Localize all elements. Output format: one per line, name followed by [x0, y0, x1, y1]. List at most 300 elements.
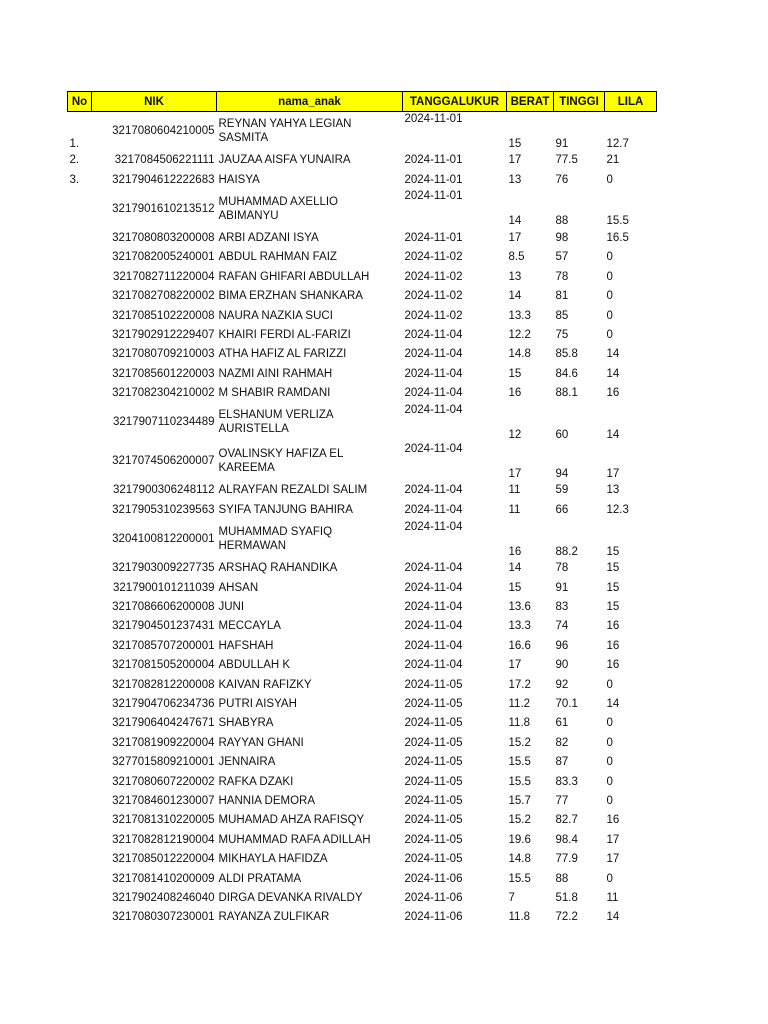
- row-tanggalukur[interactable]: 2024-11-05: [404, 853, 463, 866]
- row-number[interactable]: [68, 869, 92, 888]
- row-tanggalukur[interactable]: 2024-11-05: [404, 756, 463, 769]
- row-tinggi[interactable]: 88: [555, 872, 569, 885]
- row-tinggi[interactable]: 77.5: [555, 154, 578, 167]
- row-tinggi[interactable]: 72.2: [555, 911, 578, 924]
- table-row: [68, 520, 657, 559]
- row-tinggi[interactable]: 91: [555, 581, 569, 594]
- row-tanggalukur[interactable]: 2024-11-01: [404, 173, 463, 186]
- row-lila[interactable]: 0: [606, 794, 613, 807]
- table-row: [68, 908, 657, 927]
- row-berat[interactable]: 11.2: [508, 698, 531, 710]
- row-nik[interactable]: 3217080803200008: [112, 231, 215, 244]
- row-lila[interactable]: 16: [606, 639, 620, 652]
- row-number[interactable]: [68, 811, 92, 830]
- row-tanggalukur[interactable]: 2024-11-06: [404, 911, 463, 924]
- row-tanggalukur[interactable]: 2024-11-04: [404, 387, 463, 400]
- row-tanggalukur[interactable]: 2024-11-04: [404, 639, 463, 652]
- row-tinggi[interactable]: 81: [555, 290, 569, 303]
- header-tanggalukur[interactable]: TANGGALUKUR: [403, 92, 507, 112]
- row-nama-anak[interactable]: OVALINSKY HAFIZA EL KAREEMA: [218, 448, 343, 475]
- row-lila[interactable]: 14: [606, 367, 620, 380]
- row-lila[interactable]: 0: [606, 717, 613, 730]
- row-lila[interactable]: 0: [606, 775, 613, 788]
- row-lila[interactable]: 12.3: [606, 503, 629, 516]
- row-number[interactable]: [68, 286, 92, 305]
- row-nik[interactable]: 3217900306248112: [113, 484, 215, 497]
- row-tanggalukur[interactable]: 2024-11-04: [404, 520, 463, 533]
- row-tanggalukur[interactable]: 2024-11-04: [404, 503, 463, 516]
- row-nik[interactable]: 3277015809210001: [112, 756, 215, 769]
- row-nik[interactable]: 3217074506200007: [112, 455, 215, 468]
- table-row: [68, 830, 657, 849]
- row-tinggi[interactable]: 60: [555, 428, 569, 441]
- row-nik[interactable]: 3217903009227735: [112, 562, 215, 575]
- data-table: [67, 91, 657, 927]
- row-nama-anak[interactable]: MUHAMMAD RAFA ADILLAH: [218, 833, 371, 846]
- row-nama-anak[interactable]: SYIFA TANJUNG BAHIRA: [218, 503, 353, 516]
- row-nama-anak[interactable]: RAYYAN GHANI: [218, 736, 304, 749]
- row-tinggi[interactable]: 61: [555, 717, 569, 730]
- row-lila[interactable]: 16: [606, 620, 620, 633]
- row-lila[interactable]: 16: [606, 387, 620, 400]
- table-row: [68, 442, 657, 481]
- table-row: [68, 228, 657, 247]
- table-row: [68, 791, 657, 810]
- row-tanggalukur[interactable]: 2024-11-01: [404, 113, 463, 125]
- row-tanggalukur[interactable]: 2024-11-05: [404, 794, 463, 807]
- row-tanggalukur[interactable]: 2024-11-04: [404, 348, 463, 361]
- row-number[interactable]: [68, 345, 92, 364]
- row-number[interactable]: [68, 306, 92, 325]
- row-number[interactable]: 2.: [69, 154, 80, 167]
- row-nik[interactable]: 3217081410200009: [112, 872, 215, 885]
- row-nik[interactable]: 3217905310239563: [112, 503, 215, 516]
- row-nama-anak[interactable]: MUHAMMAD SYAFIQ HERMAWAN: [218, 526, 333, 553]
- row-berat[interactable]: 13.3: [508, 309, 531, 322]
- row-number[interactable]: 3.: [69, 173, 80, 186]
- row-tinggi[interactable]: 51.8: [555, 891, 578, 904]
- row-tanggalukur[interactable]: 2024-11-05: [404, 736, 463, 749]
- row-nama-anak[interactable]: ALDI PRATAMA: [218, 872, 302, 885]
- row-berat[interactable]: 12: [508, 428, 522, 441]
- row-lila[interactable]: 0: [606, 328, 613, 341]
- row-tanggalukur[interactable]: 2024-11-04: [404, 601, 463, 614]
- row-nama-anak[interactable]: DIRGA DEVANKA RIVALDY: [218, 891, 363, 904]
- row-number[interactable]: [68, 383, 92, 402]
- row-nama-anak[interactable]: MECCAYLA: [218, 620, 281, 633]
- row-tinggi[interactable]: 75: [555, 328, 569, 341]
- row-nama-anak[interactable]: BIMA ERZHAN SHANKARA: [218, 290, 363, 303]
- row-tinggi[interactable]: 87: [555, 756, 569, 769]
- row-number[interactable]: [68, 714, 92, 733]
- row-lila[interactable]: 14: [606, 428, 620, 441]
- row-tinggi[interactable]: 76: [555, 173, 569, 186]
- row-number[interactable]: [68, 364, 92, 383]
- row-number[interactable]: [68, 442, 92, 481]
- row-nik[interactable]: 3217085102220008: [112, 309, 215, 322]
- table-row: [68, 306, 657, 325]
- row-tanggalukur[interactable]: 2024-11-04: [404, 367, 463, 380]
- row-nama-anak[interactable]: RAFKA DZAKI: [218, 775, 294, 788]
- row-number[interactable]: [68, 228, 92, 247]
- table-row: [68, 694, 657, 713]
- row-berat[interactable]: 17.2: [508, 678, 531, 691]
- header-nik[interactable]: NIK: [92, 92, 217, 112]
- row-number[interactable]: [68, 481, 92, 500]
- row-tanggalukur[interactable]: 2024-11-05: [404, 775, 463, 788]
- row-nama-anak[interactable]: MIKHAYLA HAFIDZA: [218, 853, 328, 866]
- row-number[interactable]: [68, 656, 92, 675]
- row-tinggi[interactable]: 66: [555, 503, 569, 516]
- row-nik[interactable]: 3204100812200001: [112, 533, 215, 546]
- row-nama-anak[interactable]: REYNAN YAHYA LEGIAN SASMITA: [218, 118, 352, 145]
- row-nik[interactable]: 3217904706234736: [112, 698, 215, 710]
- row-tanggalukur[interactable]: 2024-11-04: [404, 442, 463, 455]
- row-tinggi[interactable]: 98: [555, 231, 569, 244]
- row-nik[interactable]: 3217081909220004: [112, 736, 215, 749]
- row-tinggi[interactable]: 90: [555, 659, 569, 672]
- row-tinggi[interactable]: 83.3: [555, 775, 578, 788]
- row-lila[interactable]: 0: [606, 290, 613, 303]
- row-tanggalukur[interactable]: 2024-11-02: [404, 251, 463, 264]
- row-tinggi[interactable]: 77.9: [555, 853, 578, 866]
- row-berat[interactable]: 16: [508, 387, 522, 400]
- row-number[interactable]: [68, 248, 92, 267]
- row-lila[interactable]: 11: [606, 891, 619, 904]
- row-nama-anak[interactable]: KHAIRI FERDI AL-FARIZI: [218, 328, 351, 341]
- row-nama-anak[interactable]: AHSAN: [218, 581, 259, 594]
- row-number[interactable]: [68, 830, 92, 849]
- row-berat[interactable]: 14: [508, 562, 522, 575]
- row-nik[interactable]: 3217084601230007: [112, 794, 215, 807]
- row-lila[interactable]: 0: [606, 756, 613, 769]
- row-tinggi[interactable]: 84.6: [555, 367, 578, 380]
- table-row: [68, 481, 657, 500]
- row-tinggi[interactable]: 59: [555, 484, 569, 497]
- row-nik[interactable]: 3217080709210003: [112, 348, 215, 361]
- row-nama-anak[interactable]: M SHABIR RAMDANI: [218, 387, 331, 400]
- row-nik[interactable]: 3217082708220002: [112, 290, 215, 303]
- row-tinggi[interactable]: 82.7: [555, 814, 578, 827]
- row-nik[interactable]: 3217084506221111: [114, 154, 215, 167]
- row-lila[interactable]: 0: [606, 678, 613, 691]
- row-number[interactable]: [68, 520, 92, 559]
- row-berat[interactable]: 15.5: [508, 872, 531, 885]
- row-number[interactable]: [68, 325, 92, 344]
- header-nama-anak[interactable]: nama_anak: [217, 92, 403, 112]
- row-nik[interactable]: 3217081310220005: [112, 814, 215, 827]
- header-row: [68, 92, 657, 112]
- row-nama-anak[interactable]: JENNAIRA: [218, 756, 276, 769]
- row-number[interactable]: [68, 597, 92, 616]
- row-berat[interactable]: 14: [508, 215, 522, 228]
- row-nama-anak[interactable]: MUHAMAD AHZA RAFISQY: [218, 814, 365, 827]
- row-lila[interactable]: 15: [606, 581, 620, 594]
- row-nik[interactable]: 3217080307230001: [112, 911, 215, 924]
- row-number[interactable]: [68, 636, 92, 655]
- row-tinggi[interactable]: 85.8: [555, 348, 578, 361]
- header-no[interactable]: No: [68, 92, 92, 112]
- row-tinggi[interactable]: 98.4: [555, 833, 578, 846]
- row-nama-anak[interactable]: SHABYRA: [218, 717, 274, 730]
- row-berat[interactable]: 14.8: [508, 853, 531, 866]
- table-row: [68, 286, 657, 305]
- row-lila[interactable]: 0: [606, 251, 613, 264]
- row-nama-anak[interactable]: HANNIA DEMORA: [218, 794, 315, 807]
- row-number[interactable]: [68, 849, 92, 868]
- row-berat[interactable]: 7: [508, 891, 515, 904]
- row-lila[interactable]: 15: [606, 545, 620, 558]
- table-row: [68, 112, 657, 151]
- row-lila[interactable]: 12.7: [606, 137, 629, 150]
- row-number[interactable]: [68, 500, 92, 519]
- row-nik[interactable]: 3217904612222683: [112, 173, 215, 186]
- row-tanggalukur[interactable]: 2024-11-02: [404, 309, 463, 322]
- row-berat[interactable]: 17: [508, 231, 522, 244]
- row-tanggalukur[interactable]: 2024-11-05: [404, 814, 463, 827]
- row-berat[interactable]: 16: [508, 545, 522, 558]
- row-lila[interactable]: 16: [606, 659, 620, 672]
- row-tanggalukur[interactable]: 2024-11-05: [404, 698, 463, 710]
- row-number[interactable]: [68, 908, 92, 927]
- row-tanggalukur[interactable]: 2024-11-05: [404, 678, 463, 691]
- row-tanggalukur[interactable]: 2024-11-04: [404, 403, 463, 416]
- row-berat[interactable]: 15.5: [508, 756, 531, 769]
- row-nik[interactable]: 3217085707200001: [112, 639, 215, 652]
- row-nik[interactable]: 3217900101211039: [113, 581, 215, 594]
- row-number[interactable]: [68, 403, 92, 442]
- row-tanggalukur[interactable]: 2024-11-04: [404, 484, 463, 497]
- row-nama-anak[interactable]: ALRAYFAN REZALDI SALIM: [218, 484, 368, 497]
- row-nama-anak[interactable]: RAFAN GHIFARI ABDULLAH: [218, 270, 370, 283]
- row-berat[interactable]: 17: [508, 154, 522, 167]
- table-row: [68, 733, 657, 752]
- row-tinggi[interactable]: 94: [555, 467, 569, 480]
- row-tanggalukur[interactable]: 2024-11-06: [404, 891, 463, 904]
- row-berat[interactable]: 17: [508, 467, 522, 480]
- table-row: [68, 849, 657, 868]
- row-nik[interactable]: 3217085601220003: [112, 367, 215, 380]
- table-row: [68, 559, 657, 578]
- row-tinggi[interactable]: 88: [555, 215, 569, 228]
- row-nik[interactable]: 3217082005240001: [112, 251, 215, 264]
- row-tinggi[interactable]: 78: [555, 270, 569, 283]
- row-tinggi[interactable]: 57: [555, 251, 569, 264]
- table-row: [68, 675, 657, 694]
- row-nik[interactable]: 3217906404247671: [112, 717, 215, 730]
- row-nik[interactable]: 3217080607220002: [112, 775, 215, 788]
- row-nama-anak[interactable]: ELSHANUM VERLIZA AURISTELLA: [218, 409, 333, 436]
- row-lila[interactable]: 0: [606, 270, 613, 283]
- table-row: [68, 597, 657, 616]
- row-tinggi[interactable]: 82: [555, 736, 569, 749]
- row-lila[interactable]: 15: [606, 562, 620, 575]
- row-number[interactable]: [68, 733, 92, 752]
- row-nik[interactable]: 3217085012220004: [112, 853, 215, 866]
- row-berat[interactable]: 13.3: [508, 620, 531, 633]
- row-nik[interactable]: 3217081505200004: [112, 659, 215, 672]
- row-number[interactable]: [68, 559, 92, 578]
- header-lila[interactable]: LILA: [605, 92, 657, 112]
- row-number[interactable]: 1.: [69, 137, 80, 150]
- table-row: [68, 656, 657, 675]
- row-nik[interactable]: 3217082711220004: [113, 270, 215, 283]
- table-row: [68, 151, 657, 170]
- row-lila[interactable]: 16.5: [606, 231, 629, 244]
- row-tinggi[interactable]: 70.1: [555, 698, 578, 710]
- row-tanggalukur[interactable]: 2024-11-05: [404, 717, 463, 730]
- row-lila[interactable]: 16: [606, 814, 620, 827]
- row-berat[interactable]: 11.8: [508, 717, 531, 730]
- row-tinggi[interactable]: 96: [555, 639, 569, 652]
- row-number[interactable]: [68, 675, 92, 694]
- row-berat[interactable]: 15: [508, 367, 522, 380]
- row-tinggi[interactable]: 88.2: [555, 545, 578, 558]
- row-lila[interactable]: 14: [606, 911, 620, 924]
- row-lila[interactable]: 14: [606, 348, 620, 361]
- row-nama-anak[interactable]: NAURA NAZKIA SUCI: [218, 309, 333, 322]
- row-berat[interactable]: 13: [508, 173, 522, 186]
- table-row: [68, 869, 657, 888]
- row-nik[interactable]: 3217901610213512: [112, 202, 215, 215]
- row-lila[interactable]: 0: [606, 872, 613, 885]
- row-lila[interactable]: 15: [606, 601, 620, 614]
- row-berat[interactable]: 15: [508, 137, 522, 150]
- row-tanggalukur[interactable]: 2024-11-04: [404, 581, 463, 594]
- row-number[interactable]: [68, 694, 92, 713]
- table-row: [68, 325, 657, 344]
- row-tanggalukur[interactable]: 2024-11-01: [404, 190, 463, 203]
- row-tanggalukur[interactable]: 2024-11-02: [404, 290, 463, 303]
- row-berat[interactable]: 13: [508, 270, 522, 283]
- row-nik[interactable]: 3217080604210005: [112, 125, 215, 138]
- row-number[interactable]: [68, 888, 92, 907]
- row-berat[interactable]: 11: [508, 503, 521, 516]
- row-lila[interactable]: 0: [606, 736, 613, 749]
- table-row: [68, 772, 657, 791]
- row-lila[interactable]: 17: [606, 467, 620, 480]
- row-berat[interactable]: 14.8: [508, 348, 531, 361]
- row-lila[interactable]: 15.5: [606, 215, 629, 228]
- row-nama-anak[interactable]: ABDULLAH K: [218, 659, 291, 672]
- row-berat[interactable]: 17: [508, 659, 522, 672]
- row-tinggi[interactable]: 88.1: [555, 387, 578, 400]
- row-nik[interactable]: 3217082812190004: [112, 833, 215, 846]
- row-number[interactable]: [68, 578, 92, 597]
- row-tinggi[interactable]: 78: [555, 562, 569, 575]
- row-berat[interactable]: 15.2: [508, 736, 531, 749]
- table-row: [68, 403, 657, 442]
- row-nama-anak[interactable]: PUTRI AISYAH: [218, 698, 297, 710]
- row-berat[interactable]: 15: [508, 581, 522, 594]
- row-tanggalukur[interactable]: 2024-11-01: [404, 231, 463, 244]
- row-nik[interactable]: 3217902912229407: [112, 328, 215, 341]
- row-number[interactable]: [68, 189, 92, 228]
- row-nama-anak[interactable]: MUHAMMAD AXELLIO ABIMANYU: [218, 195, 338, 222]
- row-nama-anak[interactable]: ABDUL RAHMAN FAIZ: [218, 251, 337, 264]
- row-nik[interactable]: 3217086606200008: [112, 601, 215, 614]
- table-row: [68, 578, 657, 597]
- row-lila[interactable]: 17: [606, 853, 620, 866]
- row-berat[interactable]: 12.2: [508, 328, 531, 341]
- table-row: [68, 170, 657, 189]
- table-row: [68, 888, 657, 907]
- row-tinggi[interactable]: 83: [555, 601, 569, 614]
- table-row: [68, 636, 657, 655]
- row-berat[interactable]: 14: [508, 290, 522, 303]
- row-tinggi[interactable]: 74: [555, 620, 569, 633]
- header-berat[interactable]: BERAT: [507, 92, 554, 112]
- row-nik[interactable]: 3217082304210002: [112, 387, 215, 400]
- row-berat[interactable]: 11.8: [508, 911, 531, 924]
- row-number[interactable]: [68, 267, 92, 286]
- row-tinggi[interactable]: 91: [555, 137, 569, 150]
- row-berat[interactable]: 15.2: [508, 814, 531, 827]
- table-row: [68, 345, 657, 364]
- row-tanggalukur[interactable]: 2024-11-01: [404, 154, 463, 167]
- row-lila[interactable]: 17: [606, 833, 620, 846]
- row-nama-anak[interactable]: KAIVAN RAFIZKY: [218, 678, 312, 691]
- row-nama-anak[interactable]: NAZMI AINI RAHMAH: [218, 367, 333, 380]
- row-tanggalukur[interactable]: 2024-11-05: [404, 833, 463, 846]
- row-number[interactable]: [68, 791, 92, 810]
- row-nama-anak[interactable]: RAYANZA ZULFIKAR: [218, 911, 330, 924]
- table-row: [68, 811, 657, 830]
- row-lila[interactable]: 0: [606, 309, 613, 322]
- row-nama-anak[interactable]: JUNI: [218, 601, 245, 614]
- table-body: [68, 112, 657, 928]
- row-tanggalukur[interactable]: 2024-11-02: [404, 270, 463, 283]
- row-nama-anak[interactable]: ARSHAQ RAHANDIKA: [218, 562, 338, 575]
- row-number[interactable]: [68, 772, 92, 791]
- table-row: [68, 248, 657, 267]
- row-berat[interactable]: 19.6: [508, 833, 531, 846]
- row-number[interactable]: [68, 617, 92, 636]
- row-nama-anak[interactable]: ARBI ADZANI ISYA: [218, 231, 319, 244]
- row-berat[interactable]: 13.6: [508, 601, 531, 614]
- header-tinggi[interactable]: TINGGI: [554, 92, 605, 112]
- row-lila[interactable]: 14: [606, 698, 620, 710]
- table-row: [68, 714, 657, 733]
- row-berat[interactable]: 15.7: [508, 794, 531, 807]
- row-nama-anak[interactable]: HAFSHAH: [218, 639, 274, 652]
- row-tinggi[interactable]: 92: [555, 678, 569, 691]
- row-nik[interactable]: 3217082812200008: [112, 678, 215, 691]
- row-nik[interactable]: 3217907110234489: [113, 416, 215, 429]
- row-berat[interactable]: 8.5: [508, 251, 525, 264]
- row-lila[interactable]: 13: [606, 484, 620, 497]
- row-nama-anak[interactable]: JAUZAA AISFA YUNAIRA: [218, 154, 351, 167]
- table-header: [68, 92, 657, 112]
- row-nama-anak[interactable]: ATHA HAFIZ AL FARIZZI: [218, 348, 347, 361]
- row-nama-anak[interactable]: HAISYA: [218, 173, 260, 186]
- row-tinggi[interactable]: 85: [555, 309, 569, 322]
- row-nik[interactable]: 3217902408246040: [112, 891, 215, 904]
- row-tanggalukur[interactable]: 2024-11-04: [404, 659, 463, 672]
- row-tanggalukur[interactable]: 2024-11-06: [404, 872, 463, 885]
- row-tanggalukur[interactable]: 2024-11-04: [404, 328, 463, 341]
- row-tanggalukur[interactable]: 2024-11-04: [404, 620, 463, 633]
- row-lila[interactable]: 0: [606, 173, 613, 186]
- row-berat[interactable]: 16.6: [508, 639, 531, 652]
- row-nik[interactable]: 3217904501237431: [112, 620, 215, 633]
- row-berat[interactable]: 11: [508, 484, 521, 497]
- row-lila[interactable]: 21: [606, 154, 620, 167]
- row-tanggalukur[interactable]: 2024-11-04: [404, 562, 463, 575]
- row-berat[interactable]: 15.5: [508, 775, 531, 788]
- row-number[interactable]: [68, 752, 92, 771]
- row-tinggi[interactable]: 77: [555, 794, 569, 807]
